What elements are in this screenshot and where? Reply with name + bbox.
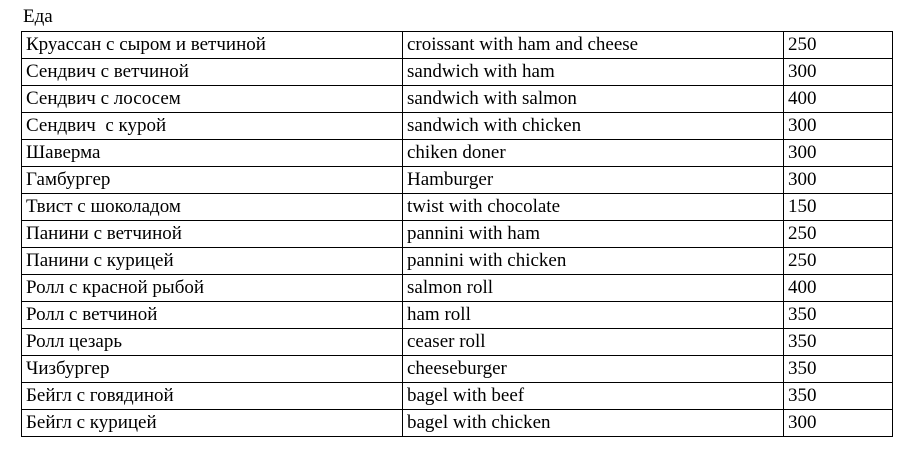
cell-name-en: sandwich with salmon bbox=[403, 86, 784, 113]
table-row bbox=[22, 194, 893, 221]
cell-name-ru: Ролл с ветчиной bbox=[22, 302, 403, 329]
cell-name-ru: Панини с ветчиной bbox=[22, 221, 403, 248]
cell-price: 400 bbox=[784, 86, 893, 113]
cell-price: 250 bbox=[784, 248, 893, 275]
table-row bbox=[22, 275, 893, 302]
cell-name-en: pannini with chicken bbox=[403, 248, 784, 275]
cell-name-ru: Панини с курицей bbox=[22, 248, 403, 275]
cell-name-en: bagel with chicken bbox=[403, 410, 784, 437]
food-menu-body bbox=[22, 32, 893, 437]
table-row bbox=[22, 32, 893, 59]
cell-price: 350 bbox=[784, 302, 893, 329]
cell-name-en: sandwich with chicken bbox=[403, 113, 784, 140]
cell-price: 350 bbox=[784, 329, 893, 356]
cell-price: 400 bbox=[784, 275, 893, 302]
cell-name-ru: Шаверма bbox=[22, 140, 403, 167]
cell-name-ru: Бейгл с говядиной bbox=[22, 383, 403, 410]
table-row bbox=[22, 410, 893, 437]
table-row bbox=[22, 383, 893, 410]
cell-name-en: ceaser roll bbox=[403, 329, 784, 356]
table-row bbox=[22, 302, 893, 329]
table-row bbox=[22, 329, 893, 356]
table-row bbox=[22, 248, 893, 275]
table-row bbox=[22, 113, 893, 140]
cell-name-ru: Гамбургер bbox=[22, 167, 403, 194]
cell-price: 300 bbox=[784, 167, 893, 194]
cell-name-ru: Круассан с сыром и ветчиной bbox=[22, 32, 403, 59]
cell-name-ru: Сендвич с курой bbox=[22, 113, 403, 140]
cell-price: 250 bbox=[784, 221, 893, 248]
cell-name-ru: Чизбургер bbox=[22, 356, 403, 383]
food-menu-table bbox=[21, 31, 893, 437]
cell-name-ru: Сендвич с лососем bbox=[22, 86, 403, 113]
table-row bbox=[22, 86, 893, 113]
cell-price: 250 bbox=[784, 32, 893, 59]
cell-price: 300 bbox=[784, 140, 893, 167]
cell-price: 350 bbox=[784, 383, 893, 410]
cell-name-en: sandwich with ham bbox=[403, 59, 784, 86]
cell-name-ru: Сендвич с ветчиной bbox=[22, 59, 403, 86]
table-row bbox=[22, 167, 893, 194]
cell-name-ru: Твист с шоколадом bbox=[22, 194, 403, 221]
cell-name-ru: Ролл с красной рыбой bbox=[22, 275, 403, 302]
cell-name-en: Hamburger bbox=[403, 167, 784, 194]
cell-price: 350 bbox=[784, 356, 893, 383]
cell-name-en: cheeseburger bbox=[403, 356, 784, 383]
cell-price: 300 bbox=[784, 59, 893, 86]
table-row bbox=[22, 221, 893, 248]
cell-name-en: salmon roll bbox=[403, 275, 784, 302]
page-title: Еда bbox=[23, 6, 53, 27]
cell-name-en: ham roll bbox=[403, 302, 784, 329]
cell-name-en: twist with chocolate bbox=[403, 194, 784, 221]
cell-name-en: chiken doner bbox=[403, 140, 784, 167]
table-row bbox=[22, 356, 893, 383]
table-row bbox=[22, 140, 893, 167]
table-row bbox=[22, 59, 893, 86]
cell-name-ru: Ролл цезарь bbox=[22, 329, 403, 356]
cell-price: 300 bbox=[784, 410, 893, 437]
cell-price: 150 bbox=[784, 194, 893, 221]
cell-name-ru: Бейгл с курицей bbox=[22, 410, 403, 437]
cell-name-en: croissant with ham and cheese bbox=[403, 32, 784, 59]
cell-name-en: bagel with beef bbox=[403, 383, 784, 410]
cell-price: 300 bbox=[784, 113, 893, 140]
cell-name-en: pannini with ham bbox=[403, 221, 784, 248]
